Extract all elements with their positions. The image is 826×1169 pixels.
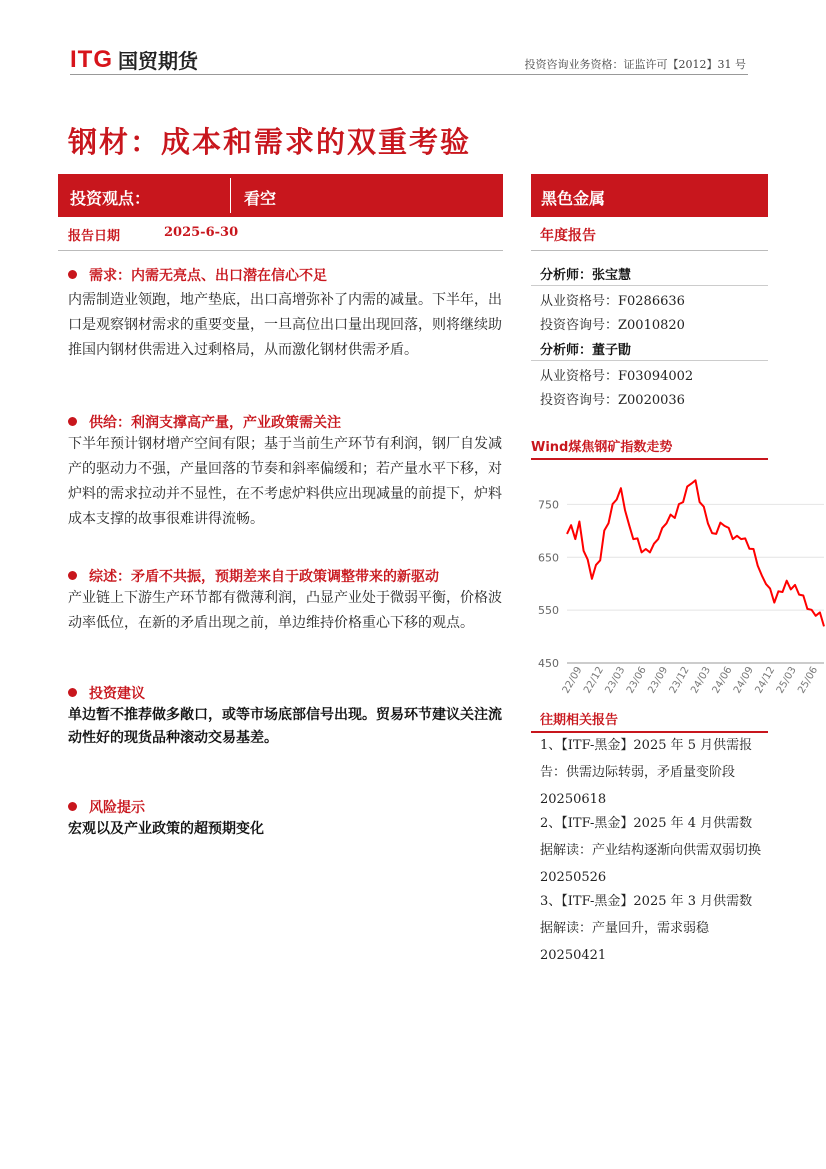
section-heading-demand: 需求：内需无亮点、出口潜在信心不足 bbox=[68, 265, 327, 285]
bullet-icon bbox=[68, 417, 77, 426]
y-tick-label: 450 bbox=[538, 657, 559, 670]
x-tick-label: 25/03 bbox=[774, 665, 799, 695]
section-heading-summary: 综述：矛盾不共振，预期差来自于政策调整带来的新驱动 bbox=[68, 566, 439, 586]
analyst-divider bbox=[531, 285, 768, 286]
x-tick-label: 24/03 bbox=[689, 665, 714, 695]
view-value: 看空 bbox=[244, 189, 277, 208]
category-label: 黑色金属 bbox=[541, 189, 606, 208]
analyst-divider bbox=[531, 360, 768, 361]
series-line bbox=[567, 480, 824, 626]
x-tick-label: 22/12 bbox=[582, 665, 607, 695]
section-body-summary: 产业链上下游生产环节都有微薄利润，凸显产业处于微弱平衡，价格波动率低位，在新的矛盾出现之前，单边维持价格重心下移的观点。 bbox=[68, 590, 502, 631]
right-divider bbox=[531, 250, 768, 251]
section-body-supply: 下半年预计钢材增产空间有限；基于当前生产环节有利润，钢厂自发减产的驱动力不强，产量回落的节奏和斜率偏缓和；若产量水平下移，对炉料的需求拉动并不显性，在不考虑炉料供应出现减量的前提下，炉料成本支撑的故事很难讲得流畅。 bbox=[68, 436, 502, 527]
bullet-icon bbox=[68, 571, 77, 580]
related-report-item[interactable]: 1、【ITF-黑金】2025 年 5 月供需报告：供需边际转弱，矛盾量变阶段 20250618 bbox=[540, 738, 753, 807]
x-tick-label: 23/12 bbox=[667, 665, 692, 695]
x-tick-label: 24/12 bbox=[753, 665, 778, 695]
related-reports-title: 往期相关报告 bbox=[540, 713, 619, 728]
bullet-icon bbox=[68, 802, 77, 811]
analyst-cert: 从业资格号：F03094002 bbox=[540, 369, 694, 384]
view-label: 投资观点： bbox=[70, 189, 151, 208]
bullet-icon bbox=[68, 270, 77, 279]
y-tick-label: 750 bbox=[538, 498, 559, 512]
section-body-demand: 内需制造业领跑，地产垫底，出口高增弥补了内需的减量。下半年，出口是观察钢材需求的重要变量，一旦高位出口量出现回落，则将继续助推国内钢材供需进入过剩格局，从而激化钢材供需矛盾。 bbox=[68, 292, 502, 358]
section-body-advice: 单边暂不推荐做多敞口，或等市场底部信号出现。贸易环节建议关注流动性好的现货品种滚动交易基差。 bbox=[68, 707, 502, 746]
analyst-cert: 从业资格号：F0286636 bbox=[540, 294, 685, 309]
view-bar bbox=[58, 174, 503, 217]
related-report-item[interactable]: 2、【ITF-黑金】2025 年 4 月供需数据解读：产业结构逐渐向供需双弱切换 20250526 bbox=[540, 816, 762, 885]
chart-title: Wind煤焦钢矿指数走势 bbox=[531, 440, 673, 455]
x-tick-label: 24/06 bbox=[710, 665, 735, 695]
x-tick-label: 24/09 bbox=[731, 665, 756, 695]
chart-title-underline bbox=[531, 458, 768, 460]
report-type: 年度报告 bbox=[540, 228, 596, 244]
related-report-item[interactable]: 3、【ITF-黑金】2025 年 3 月供需数据解读：产量回升，需求弱稳 20250421 bbox=[540, 894, 753, 963]
report-date-label: 报告日期 bbox=[68, 229, 121, 244]
x-tick-label: 23/06 bbox=[624, 665, 649, 695]
price-index-chart bbox=[531, 470, 826, 695]
y-tick-label: 650 bbox=[538, 551, 559, 565]
x-tick-label: 22/09 bbox=[560, 665, 585, 695]
left-divider bbox=[58, 250, 503, 251]
logo-company-name: 国贸期货 bbox=[118, 49, 198, 73]
analyst-consult: 投资咨询号：Z0010820 bbox=[540, 318, 685, 333]
x-tick-label: 23/09 bbox=[646, 665, 671, 695]
section-heading-risk: 风险提示 bbox=[68, 797, 145, 817]
y-tick-label: 550 bbox=[538, 604, 559, 618]
analyst-consult: 投资咨询号：Z0020036 bbox=[540, 393, 685, 408]
analyst-name: 分析师：董子勖 bbox=[540, 343, 632, 358]
report-date-value: 2025-6-30 bbox=[164, 225, 239, 240]
view-separator bbox=[230, 178, 231, 213]
qualification-text: 投资咨询业务资格：证监许可【2012】31 号 bbox=[524, 58, 746, 71]
section-heading-advice: 投资建议 bbox=[68, 683, 145, 703]
x-tick-label: 25/06 bbox=[796, 665, 821, 695]
logo-itg: ITG bbox=[70, 46, 113, 73]
section-body-risk: 宏观以及产业政策的超预期变化 bbox=[68, 821, 264, 837]
category-bar bbox=[531, 174, 768, 217]
analyst-name: 分析师：张宝慧 bbox=[540, 268, 632, 283]
section-heading-supply: 供给：利润支撑高产量，产业政策需关注 bbox=[68, 412, 341, 432]
report-title: 钢材：成本和需求的双重考验 bbox=[68, 125, 472, 159]
bullet-icon bbox=[68, 688, 77, 697]
header-divider bbox=[70, 74, 748, 75]
x-tick-label: 23/03 bbox=[603, 665, 628, 695]
